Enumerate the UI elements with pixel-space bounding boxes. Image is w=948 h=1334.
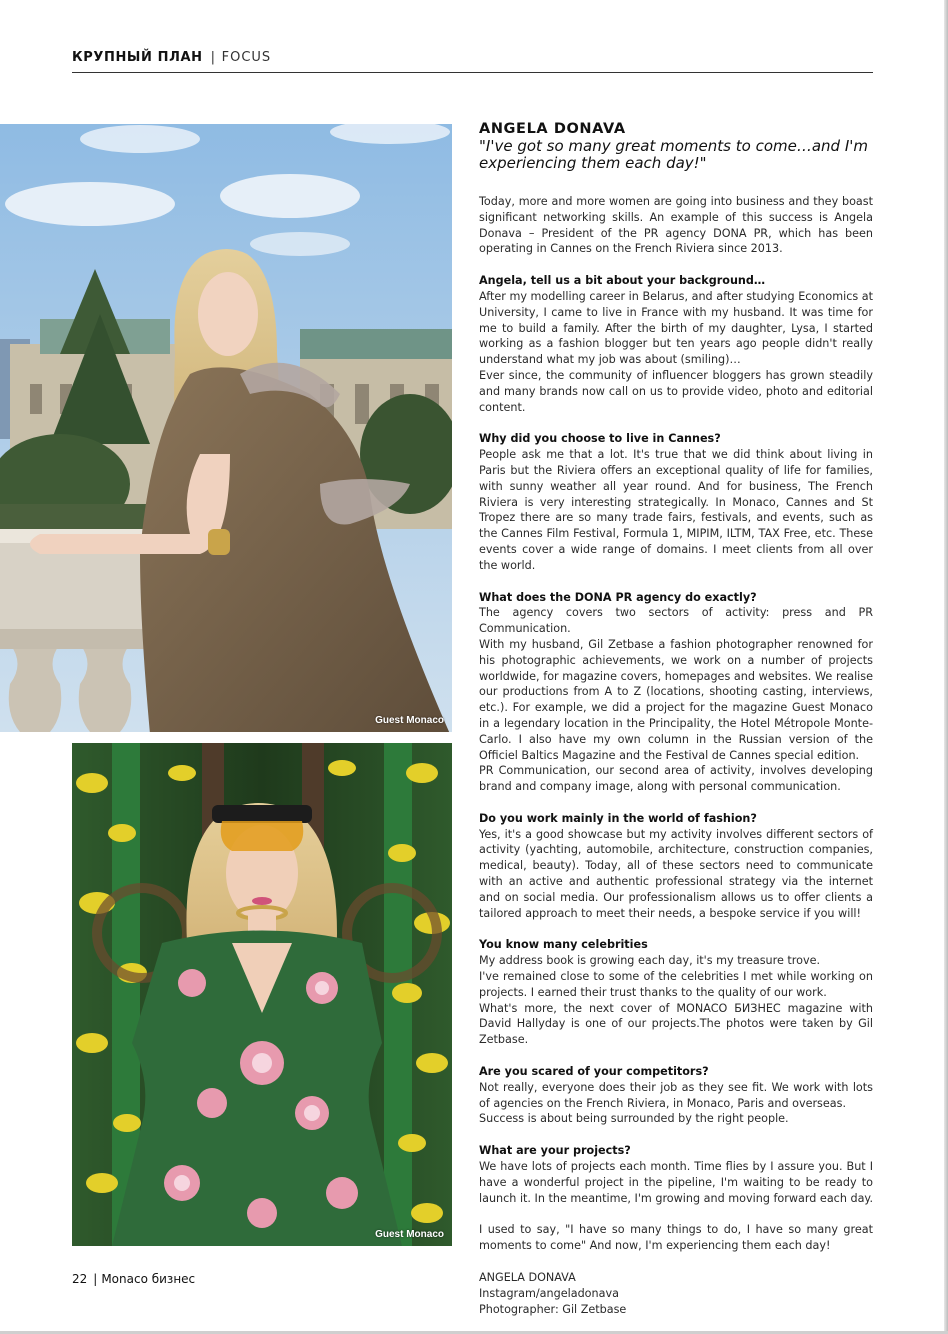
article-subject-name: ANGELA DONAVA [479, 121, 626, 137]
section-header [72, 50, 873, 65]
question-heading: What are your projects? [479, 1144, 631, 1158]
question-heading: What does the DONA PR agency do exactly? [479, 590, 757, 604]
answer-paragraph: People ask me that a lot. It's true that we did think about living in Paris but the Riviera offers an exceptional quality of life for families, with sunny weather all year round. And for business, The French Riviera is very interesting strategically. In Monaco, Cannes and St Tropez there are so many trade fairs, festivals, and events, such as the Cannes Film Festival, Formula 1, MIPIM, ILTM, TAX Free, etc. These events cover a wide range of domains. I meet clients from all over the world. [479, 448, 873, 572]
article-pull-quote: "I've got so many great moments to come…and I'm experiencing them each day!" [479, 137, 868, 172]
question-heading: Are you scared of your competitors? [479, 1065, 709, 1079]
photo-credit-bottom: Guest Monaco [375, 1229, 444, 1240]
signature-name: ANGELA DONAVA [479, 1271, 576, 1285]
header-rule [72, 72, 873, 73]
answer-paragraph: What's more, the next cover of MONACO БИЗНЕС magazine with David Hallyday is one of our projects.The photos were taken by Gil Zetbase. [479, 1001, 873, 1047]
closing-paragraph: I used to say, "I have so many things to do, I have so many great moments to come" And now, I'm experiencing them each day! [479, 1223, 873, 1253]
question-heading: Why did you choose to live in Cannes? [479, 432, 721, 446]
photo-credit-top: Guest Monaco [375, 715, 444, 726]
footer-separator: | [93, 1272, 98, 1286]
signature-instagram: Instagram/angeladonava [479, 1286, 619, 1300]
section-title-en: FOCUS [221, 50, 272, 65]
answer-paragraph: We have lots of projects each month. Time flies by I assure you. But I have a wonderful project in the pipeline, I'm waiting to be ready to launch it. In the meantime, I'm growing and moving forward each day. [479, 1160, 874, 1205]
magazine-name: Monaco бизнес [101, 1272, 196, 1286]
answer-paragraph: With my husband, Gil Zetbase a fashion photographer renowned for his photographic achievements, we work on a number of projects worldwide, for magazine covers, homepages and websites. We realise our productions from A to Z (locations, shooting casting, interviews, etc.). For example, we did a project for the magazine Guest Monaco in a legendary location in the Principality, the Hotel Métropole Monte-Carlo. I also have my own column in the Russian version of the Officiel Baltics Magazine and the Festival de Cannes special edition. [479, 637, 873, 762]
section-title-ru: КРУПНЫЙ ПЛАН [72, 50, 203, 65]
portrait-photo-floral [72, 743, 452, 1246]
signature-photographer: Photographer: Gil Zetbase [479, 1302, 627, 1316]
page-footer [72, 1272, 195, 1286]
page-edge-shadow [944, 0, 948, 1334]
answer-paragraph: Yes, it's a good showcase but my activity involves different sectors of activity (yachting, automobile, architecture, construction companies, medical, beauty). Today, all of these sectors need to communicate with an active and authentic professional strategy via the internet and on social media. Our professionalism allows us to offer clients a tailored approach to meet their needs, a bespoke service if you will! [479, 827, 873, 920]
answer-paragraph: The agency covers two sectors of activity: press and PR Communication. [479, 606, 873, 636]
balcony-photo-illustration [0, 124, 452, 732]
answer-paragraph: Success is about being surrounded by the right people. [479, 1112, 789, 1126]
page-number: 22 [72, 1272, 88, 1286]
answer-paragraph: Ever since, the community of influencer bloggers has grown steadily and many brands now call on us to provide video, photo and editorial content. [479, 368, 873, 414]
answer-paragraph: My address book is growing each day, it's my treasure trove. [479, 954, 821, 968]
article-signature [479, 1270, 873, 1317]
question-heading: You know many celebrities [479, 938, 648, 952]
floral-photo-illustration [72, 743, 452, 1246]
question-heading: Do you work mainly in the world of fashion? [479, 811, 757, 825]
answer-paragraph: PR Communication, our second area of activity, involves developing brand and company image, along with personal communication. [479, 764, 873, 794]
answer-paragraph: I've remained close to some of the celebrities I met while working on projects. I earned their trust thanks to the quality of our work. [479, 970, 873, 999]
answer-paragraph: Not really, everyone does their job as they see fit. We work with lots of agencies on the French Riviera, in Monaco, Paris and overseas. [479, 1080, 873, 1110]
portrait-photo-balcony [0, 124, 452, 732]
article-intro: Today, more and more women are going into business and they boast significant networking skills. An example of this success is Angela Donava – President of the PR agency DONA PR, which has been operating in Cannes on the French Riviera since 2013. [479, 195, 873, 256]
answer-paragraph: After my modelling career in Belarus, and after studying Economics at University, I came to live in France with my husband. It was time for me to build a family. After the birth of my daughter, Lysa, I started working as a fashion blogger but ten years ago people didn't really understand what my job was about (smiling)… [479, 289, 873, 367]
article-column [479, 120, 873, 1317]
question-heading: Angela, tell us a bit about your background… [479, 274, 766, 288]
header-separator: | [210, 50, 216, 65]
